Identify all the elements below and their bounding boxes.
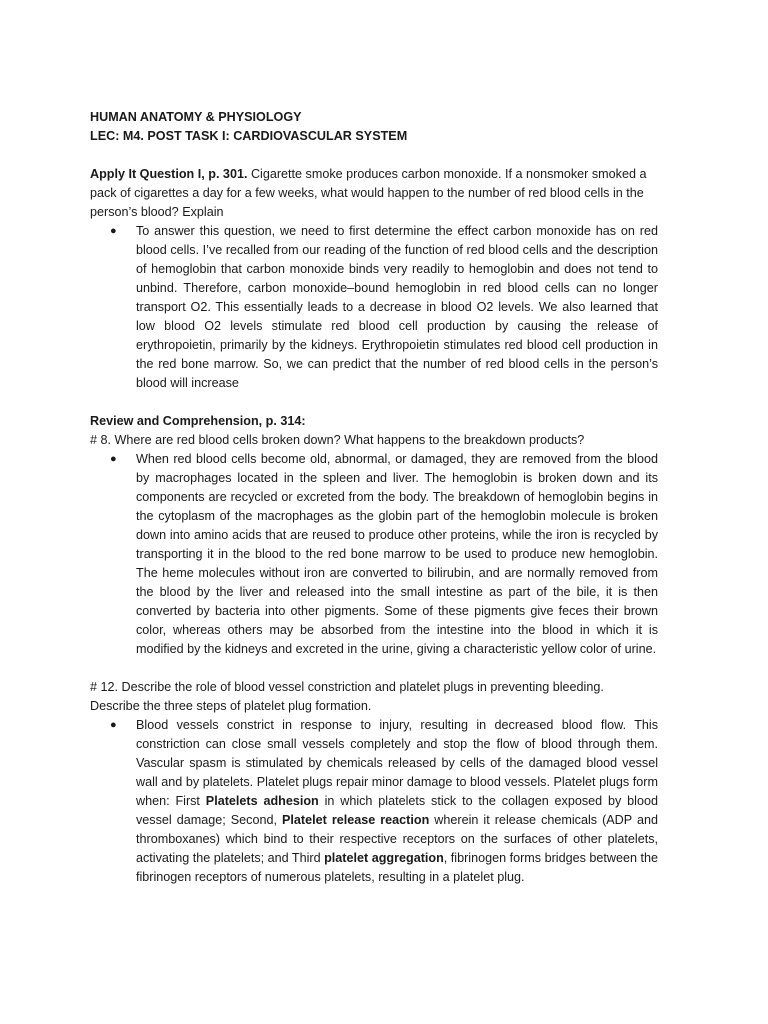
q12-answer-part1: Blood vessels constrict in response to injury, resulting in decreased blood flow. This constriction can close small vessels completely and stop the flow of blood through them. Vascular spasm is stimulated by chemicals released by cells of the damaged blood vessel wall and by platelets. Platelet plugs repair minor damage to blood vessels. Platelet plugs form when: First [136, 718, 658, 808]
apply-it-question [90, 165, 658, 222]
apply-it-answer-list [90, 222, 658, 393]
q12-answer-list [90, 716, 658, 887]
q12-answer-part4: , fibrinogen forms bridges between the fibrinogen receptors of numerous platelets, resulting in a platelet plug. [136, 851, 659, 884]
term-platelet-release-reaction: Platelet release reaction [282, 813, 430, 827]
apply-it-label: Apply It Question I, p. 301. [90, 167, 248, 181]
list-item [110, 222, 658, 393]
list-item [110, 716, 659, 887]
q12-question-line1: # 12. Describe the role of blood vessel constriction and platelet plugs in preventing bleeding. [90, 680, 604, 694]
spacer [90, 146, 658, 165]
course-title: HUMAN ANATOMY & PHYSIOLOGY [90, 110, 302, 124]
review-heading: Review and Comprehension, p. 314: [90, 414, 306, 428]
spacer [90, 659, 658, 678]
apply-it-answer: To answer this question, we need to first determine the effect carbon monoxide has on red blood cells. I’ve recalled from our reading of the function of red blood cells and the description of hemoglobin that carbon monoxide binds very readily to hemoglobin and does not tend to unbind. Therefore, carbon monoxide–bound hemoglobin in red blood cells can no longer transport O2. This essentially leads to a decrease in blood O2 levels. We also learned that low blood O2 levels stimulate red blood cell production by causing the release of erythropoietin, primarily by the kidneys. Erythropoietin stimulates red blood cell production in the red bone marrow. So, we can predict that the number of red blood cells in the person’s blood will increase [136, 224, 658, 390]
q8-answer: When red blood cells become old, abnormal, or damaged, they are removed from the blood by macrophages located in the spleen and liver. The hemoglobin is broken down and its components are recycled or excreted from the body. The breakdown of hemoglobin begins in the cytoplasm of the macrophages as the globin part of the hemoglobin molecule is broken down into amino acids that are reused to produce other proteins, while the iron is recycled by transporting it in the blood to the red bone marrow to be used to produce new hemoglobin. The heme molecules without iron are converted to bilirubin, and are normally removed from the blood by the liver and released into the small intestine as part of the bile, it is then converted by bacteria into other pigments. Some of these pigments give feces their brown color, whereas others may be absorbed from the intestine into the blood in which it is modified by the kidneys and excreted in the urine, giving a characteristic yellow color of urine. [136, 452, 658, 656]
q12-answer [136, 718, 658, 884]
q8-question: # 8. Where are red blood cells broken down? What happens to the breakdown products? [90, 433, 585, 447]
apply-it-question-text: Cigarette smoke produces carbon monoxide. If a nonsmoker smoked a pack of cigarettes a day for a few weeks, what would happen to the number of red blood cells in the person’s blood? Explain [90, 167, 647, 219]
bullet-icon: ● [110, 453, 117, 465]
term-platelet-aggregation: platelet aggregation [324, 851, 444, 865]
q12-answer-part3: wherein it release chemicals (ADP and thromboxanes) which bind to their respective receptors on the surfaces of other platelets, activating the platelets; and Third [136, 813, 658, 865]
bullet-icon: ● [110, 225, 117, 237]
q12-question-line2: Describe the three steps of platelet plug formation. [90, 699, 372, 713]
spacer [90, 393, 658, 412]
bullet-icon: ● [110, 719, 117, 731]
list-item [110, 450, 658, 659]
task-title: LEC: M4. POST TASK I: CARDIOVASCULAR SYSTEM [90, 129, 408, 143]
term-platelets-adhesion: Platelets adhesion [205, 794, 319, 808]
q8-answer-list [90, 450, 658, 659]
q12-answer-part2: in which platelets stick to the collagen exposed by blood vessel damage; Second, [136, 794, 658, 827]
